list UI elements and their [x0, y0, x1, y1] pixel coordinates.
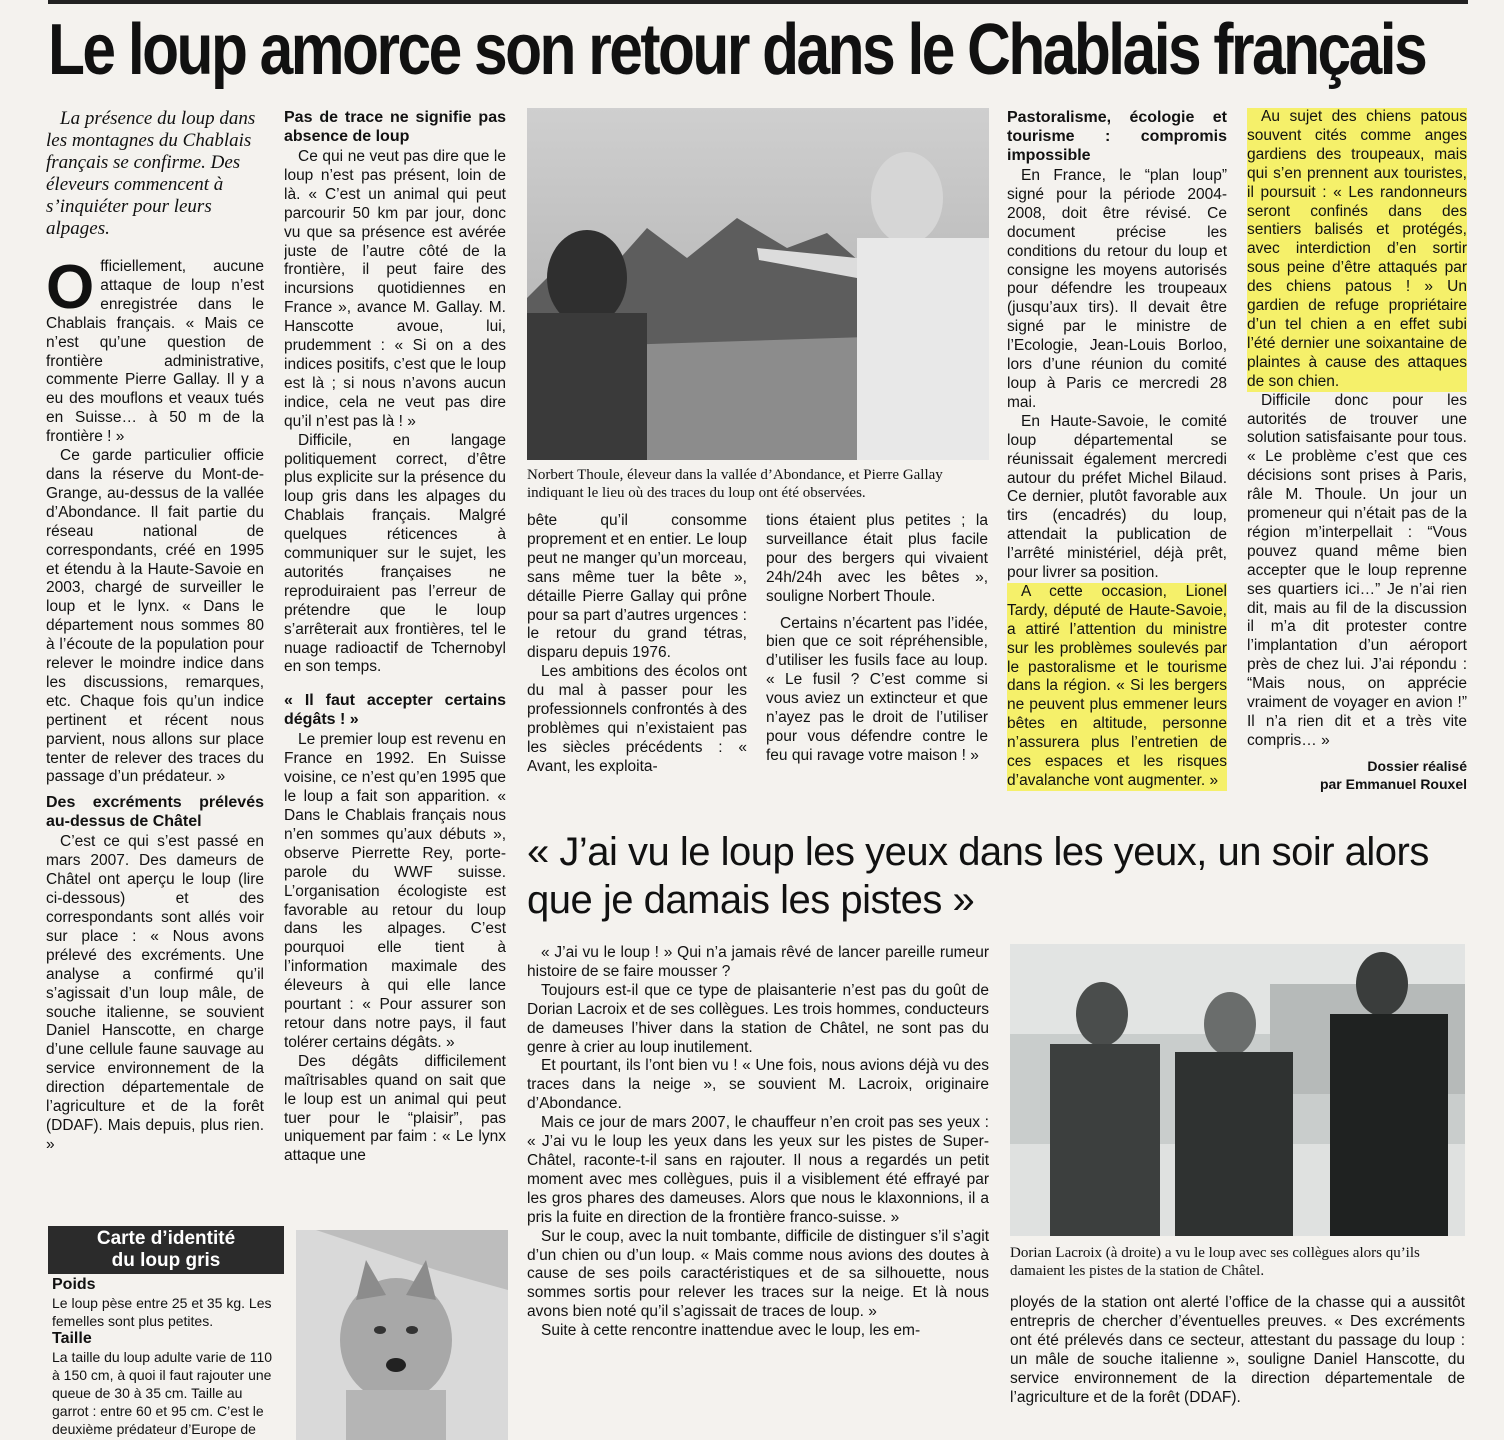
- story2-paragraph-1: « J’ai vu le loup ! » Qui n’a jamais rêvé de lancer pareille rumeur histoire de se faire mousser ?: [527, 944, 989, 980]
- story2-text: [527, 944, 989, 1440]
- column-5: [1007, 108, 1227, 808]
- id-card-weight-label: Poids: [52, 1276, 96, 1293]
- col1-paragraph-3: C’est ce qui s’est passé en mars 2007. Des dameurs de Châtel ont aperçu le loup (lire ci-dessous) et des correspondants sont allés voir sur place : « Nous avons prélevé des excréments. Une analyse a confirmé qu’il s’agissait d’un loup mâle, de souche italienne, se souvient Daniel Hanscotte, en charge d’une cellule faune sauvage au service environnement de la direction départementale de l’agriculture et de la forêt (DDAF). Mais depuis, plus rien. »: [46, 833, 264, 1153]
- top-rule: [48, 0, 1468, 4]
- photo2-caption: Dorian Lacroix (à droite) a vu le loup avec ses collègues alors qu’ils damaient les pistes de la station de Châtel.: [1010, 1245, 1420, 1279]
- byline-line-2: par Emmanuel Rouxel: [1319, 775, 1467, 792]
- column-2: [284, 108, 506, 1218]
- id-card-title: [48, 1226, 284, 1274]
- photo1-caption: Norbert Thoule, éleveur dans la vallée d’Abondance, et Pierre Gallay indiquant le lieu où des traces du loup ont été observées.: [527, 467, 943, 501]
- column-1: [46, 108, 264, 1216]
- column-4: [766, 512, 988, 812]
- id-card-box: [48, 1226, 284, 1440]
- id-card-weight-text: Le loup pèse entre 25 et 35 kg. Les femelles sont plus petites.: [52, 1295, 272, 1329]
- col6-paragraph-2: Difficile donc pour les autorités de trouver une solution satisfaisante pour tous. « Le problème c’est que ces décisions sont prises à Paris, râle M. Thoule. Un jour un promeneur qui n’était pas de la région m’interpellait : “Vous pouvez quand même bien accepter que le loup reprenne ses quartiers ici…” Je n’ai rien dit, mais au fil de la discussion il m’a dit protester contre l’implantation d’un aéroport près de chez lui. J’ai répondu : “Mais nous, on apprécie vraiment de voyager en avion !” Il n’a rien dit et a très vite compris… »: [1247, 391, 1467, 749]
- col5-paragraph-3-highlighted: A cette occasion, Lionel Tardy, député de Haute-Savoie, a attiré l’attention du ministre sur les problèmes soulevés par le pastoralisme et le tourisme dans la région. « Si les bergers ne peuvent plus emmener leurs bêtes en altitude, personne n’assurera plus l’entretien de ces espaces et les risques d’avalanche vont augmenter. »: [1007, 582, 1227, 789]
- col5-paragraph-2: En Haute-Savoie, le comité loup départemental se réunissait également mercredi autour du préfet Michel Bilaud. Ce dernier, plutôt favorable aux tirs (encadrés) du loup, attendait la publication de l’arrêté ministériel, déjà prêt, pour livrer sa position.: [1007, 412, 1227, 582]
- story2-paragraph-4: Mais ce jour de mars 2007, le chauffeur n’en croit pas ses yeux : « J’ai vu le loup les yeux dans les yeux sur les pistes de Super-Châtel, raconte-t-il sans en rajouter. Il nous a regardés un petit moment avec mes collègues, puis il a visiblement été effrayé par les gros phares des dameuses. Alors que nous le klaxonnions, il a pris la fuite en direction de la frontière franco-suisse. »: [527, 1114, 989, 1226]
- col2-subheading-1: Pas de trace ne signifie pas absence de loup: [284, 109, 506, 145]
- story2-continuation: [1010, 1294, 1465, 1440]
- headline: Le loup amorce son retour dans le Chablais français: [48, 10, 1426, 90]
- col1-paragraph-1: fficiellement, aucune attaque de loup n’est enregistrée dans le Chablais français. « Mais ce n’est qu’une question de frontière administrative, commente Pierre Gallay. Il y a eu des mouflons et veaux tués en Suisse… à 50 m de la frontière ! »: [46, 258, 264, 446]
- col5-subheading: Pastoralisme, écologie et tourisme : compromis impossible: [1007, 109, 1227, 164]
- col3-paragraph-2: Les ambitions des écolos ont du mal à passer pour les professionnels confrontés à des problèmes qui n’existaient pas les siècles précédents : « Avant, les exploita-: [527, 663, 747, 775]
- photo-shepherds: [527, 108, 989, 460]
- col2-paragraph-4: Des dégâts difficilement maîtrisables quand on sait que le loup est un animal qui peut tuer pour le “plaisir”, pas uniquement par faim : « Le lynx attaque une: [284, 1052, 506, 1165]
- col2-paragraph-2: Difficile, en langage politiquement correct, d’être plus explicite sur la présence du loup gris dans les alpages du Chablais français. Malgré quelques réticences à communiquer sur le sujet, les autorités françaises ne reproduiraient pas l’erreur de prétendre que le loup s’arrêterait aux frontières, tel le nuage radioactif de Tchernobyl en son temps.: [284, 431, 506, 676]
- col1-paragraph-2: Ce garde particulier officie dans la réserve du Mont-de-Grange, au-dessus de la vallée d’Abondance. Il fait partie du réseau national de correspondants, créé en 1995 et étendu à la Haute-Savoie en 2003, chargé de surveiller le loup et le lynx. « Dans le département nous sommes 80 à l’écoute de la population pour relever le moindre indice dans les discussions, remarques, etc. Chaque fois qu’un indice pertinent et récent nous parvient, nous allons sur place tenter de relever des traces du passage d’un prédateur. »: [46, 447, 264, 786]
- col1-subheading: Des excréments prélevés au-dessus de Châtel: [46, 794, 264, 831]
- col3-paragraph-1: bête qu’il consomme proprement et en entier. Le loup peut ne manger qu’un morceau, sans même tuer la bête », détaille Pierre Gallay qui prône pour sa part d’autres urgences : le retour du grand tétras, disparu depuis 1976.: [527, 512, 747, 662]
- col5-paragraph-1: En France, le “plan loup” signé pour la période 2004-2008, doit être révisé. Ce document précise les conditions du retour du loup et consigne les moyens autorisés pour défendre les troupeaux (jusqu’aux tirs). Il devait être signé par le ministre de l’Ecologie, Jean-Louis Borloo, lors d’une réunion du comité loup à Paris ce mercredi 28 mai.: [1007, 167, 1227, 411]
- col2-paragraph-1: Ce qui ne veut pas dire que le loup n’est pas présent, loin de là. « C’est un animal qui peut parcourir 50 km par jour, donc vu que sa présence est avérée juste de l’autre côté de la frontière, il peut faire des incursions quotidiennes en France », avance M. Gallay. M. Hanscotte avoue, lui, prudemment : « Si on a des indices positifs, c’est que le loup est là ; si nous n’avons aucun indice, cela ne veut pas dire qu’il n’est pas là ! »: [284, 148, 506, 430]
- story2-paragraph-5: Sur le coup, avec la nuit tombante, difficile de distinguer s’il s’agit d’un chien ou d’un loup. « Mais comme nous avions des doutes à cause de ses poils caractéristiques et de sa silhouette, nous sommes sortis pour relever les traces sur la neige. Et là nous avons bien noté qu’il s’agissait de traces de loup. »: [527, 1227, 989, 1321]
- column-6: [1247, 108, 1467, 808]
- lede: La présence du loup dans les montagnes du Chablais français se confirme. Des éleveurs commencent à s’inquiéter pour leurs alpages.: [46, 108, 256, 239]
- col4-paragraph-1: tions étaient plus petites ; la surveillance était plus facile pour des bergers qui vivaient 24h/24h avec les bêtes », souligne Norbert Thoule.: [766, 512, 988, 605]
- id-card-size-label: Taille: [52, 1330, 92, 1347]
- col2-paragraph-3: Le premier loup est revenu en France en 1992. En Suisse voisine, ce n’est qu’en 1995 que le loup a fait son apparition. « Dans le Chablais français nous n’en sommes qu’aux débuts », observe Pierrette Rey, porte-parole du WWF suisse. L’organisation écologiste est favorable au retour du loup dans les alpages. C’est pourquoi elle tient à l’information maximale des éleveurs à qui elle lance pourtant : « Pour assurer son retour dans notre pays, il faut tolérer certains dégâts. »: [284, 731, 506, 1051]
- col4-paragraph-2: Certains n’écartent pas l’idée, bien que ce soit répréhensible, d’utiliser les fusils face au loup. « Le fusil ? C’est comme si vous aviez un extincteur et que n’ayez pas le droit de l’utiliser pour vous défendre contre le feu qui ravage votre maison ! »: [766, 614, 988, 764]
- col6-paragraph-1-highlighted: Au sujet des chiens patous souvent cités comme anges gardiens des troupeaux, mais qui s’en prennent aux touristes, il poursuit : « Les randonneurs seront confinés dans des sentiers balisés et protégés, avec interdiction d’en sortir sous peine d’être attaqués par des chiens patous ! » Un gardien de refuge propriétaire d’un tel chien a en effet subi l’été dernier une soixantaine de plaintes à cause des attaques de son chien.: [1247, 108, 1467, 390]
- byline-line-1: Dossier réalisé: [1367, 757, 1467, 774]
- id-card-title-line-2: du loup gris: [111, 1250, 221, 1271]
- id-card-size-text: La taille du loup adulte varie de 110 à 150 cm, à quoi il faut rajouter une queue de 30 à 35 cm. Taille au garrot : entre 60 et 95 cm. C’est le deuxième prédateur d’Europe de: [52, 1349, 273, 1437]
- story2-paragraph-6: Suite à cette rencontre inattendue avec le loup, les em-: [541, 1322, 921, 1340]
- id-card-title-line-1: Carte d’identité: [96, 1228, 236, 1249]
- dropcap: O: [46, 253, 95, 322]
- photo-snowcat-drivers: [1010, 944, 1465, 1236]
- pull-quote: « J’ai vu le loup les yeux dans les yeux, un soir alors que je damais les pistes »: [527, 830, 1429, 922]
- column-3: [527, 512, 747, 812]
- story2-end-paragraph: ployés de la station ont alerté l’office de la chasse qui a aussitôt entrepris de chercher d’éventuelles preuves. « Des excréments ont été prélevés dans ce secteur, attestant du passage du loup : un mâle de souche italienne », souligne Daniel Hanscotte, du service environnement de la direction départementale de l’agriculture et de la forêt (DDAF).: [1010, 1294, 1465, 1406]
- col2-subheading-2: « Il faut accepter certains dégâts ! »: [284, 692, 506, 729]
- story2-paragraph-2: Toujours est-il que ce type de plaisanterie n’est pas du goût de Dorian Lacroix et de ses collègues. Les trois hommes, conducteurs de dameuses l’hiver dans la station de Châtel, ne sont pas du genre à crier au loup inutilement.: [527, 981, 989, 1056]
- story2-paragraph-3: Et pourtant, ils l’ont bien vu ! « Une fois, nous avions déjà vu des traces dans la neige », se souvient M. Lacroix, originaire d’Abondance.: [527, 1057, 989, 1113]
- photo-wolf: [296, 1230, 508, 1440]
